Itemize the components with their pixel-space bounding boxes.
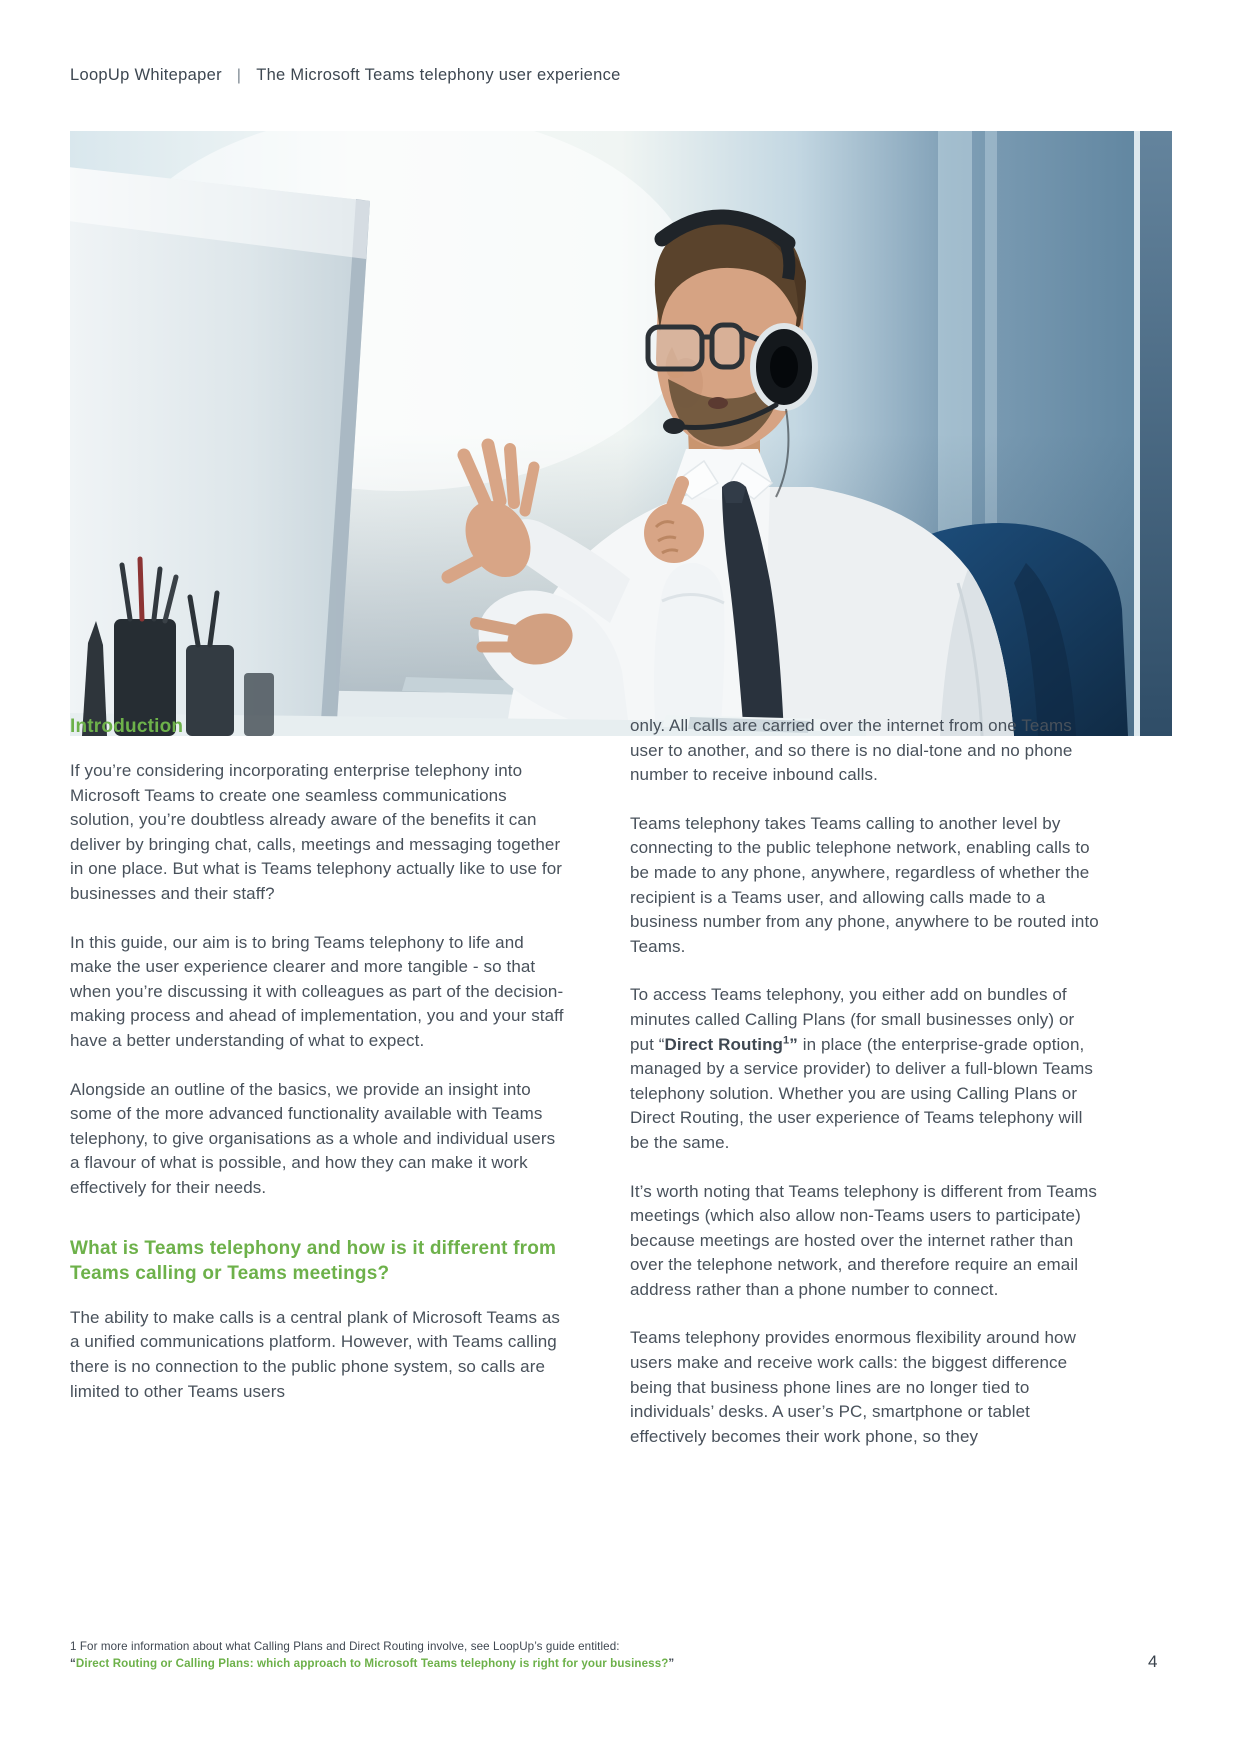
paragraph: It’s worth noting that Teams telephony is different from Teams meetings (which also allow non-Teams users to participate) because meetings are hosted over the internet rather than over the telephone network, and therefore require an email address rather than a phone number to connect.: [630, 1181, 1098, 1299]
paragraph: Teams telephony takes Teams calling to another level by connecting to the public telephone network, enabling calls to be made to any phone, anywhere, regardless of whether the recipient is a Teams user, and allowing calls made to a business number from any phone, anywhere to be routed into Teams.: [630, 813, 1099, 956]
paragraph: If you’re considering incorporating enterprise telephony into Microsoft Teams to create one seamless communications solution, you’re doubtless already aware of the benefits it can deliver by bringing chat, calls, meetings and messaging together in one place. But what is Teams telephony actually like to use for businesses and their staff?: [70, 761, 563, 904]
hero-photo: [70, 131, 1172, 736]
paragraph: only. All calls are carried over the internet from one Teams user to another, and so there is no dial-tone and no phone number to receive inbound calls.: [630, 716, 1073, 785]
paragraph: Teams telephony provides enormous flexibility around how users make and receive work calls: the biggest difference being that business phone lines are no longer tied to individuals’ desks. A user’s PC, smartphone or tablet effectively becomes their work phone, so they: [630, 1328, 1076, 1446]
hero-photo-illustration: [70, 131, 1172, 736]
footnote-text: 1 For more information about what Calling Plans and Direct Routing involve, see LoopUp’s guide entitled:: [70, 1640, 620, 1653]
content: [70, 714, 1102, 1473]
paragraph: To access Teams telephony, you either add on bundles of minutes called Calling Plans (for small businesses only) or put “Direct Routing$^1$” in place (the enterprise-grade option, managed by a service provider) to deliver a full-blown Teams telephony solution. Whether you are using Calling Plans or Direct Routing, the user experience of Teams telephony will be the same.: [630, 985, 1094, 1152]
section-paragraphs: [70, 1306, 567, 1404]
header-divider: |: [236, 67, 242, 84]
paragraph: The ability to make calls is a central plank of Microsoft Teams as a unified communications platform. However, with Teams calling there is no connection to the public phone system, so calls are limited to other Teams users: [70, 1307, 561, 1401]
close-quote: ”: [668, 1657, 675, 1671]
footnote-link-line: [70, 1655, 674, 1672]
open-quote: “: [70, 1657, 76, 1671]
window-frame: [1140, 131, 1172, 736]
intro-heading: Introduction: [70, 716, 184, 737]
left-column: [70, 714, 567, 1473]
section-heading: What is Teams telephony and how is it different from Teams calling or Teams meetings?: [70, 1237, 557, 1284]
right-paragraphs: [630, 714, 1102, 1449]
intro-paragraphs: [70, 759, 567, 1201]
brand-name: LoopUp Whitepaper: [70, 66, 222, 84]
document-title: The Microsoft Teams telephony user experience: [256, 66, 621, 84]
right-column: [630, 714, 1102, 1473]
footnote: [70, 1638, 674, 1673]
paragraph: Alongside an outline of the basics, we provide an insight into some of the more advanced functionality available with Teams telephony, to give organisations as a whole and individual users a flavour of what is possible, and how they can make it work effectively for their needs.: [70, 1079, 556, 1197]
page-header: [70, 66, 621, 85]
page-number: 4: [1148, 1652, 1158, 1671]
paragraph: In this guide, our aim is to bring Teams telephony to life and make the user experience clearer and more tangible - so that when you’re discussing it with colleagues as part of the decision-making process and ahead of implementation, you and your staff have a better understanding of what to expect.: [70, 932, 564, 1051]
footnote-link[interactable]: Direct Routing or Calling Plans: which approach to Microsoft Teams telephony is right for your business?: [75, 1657, 669, 1671]
